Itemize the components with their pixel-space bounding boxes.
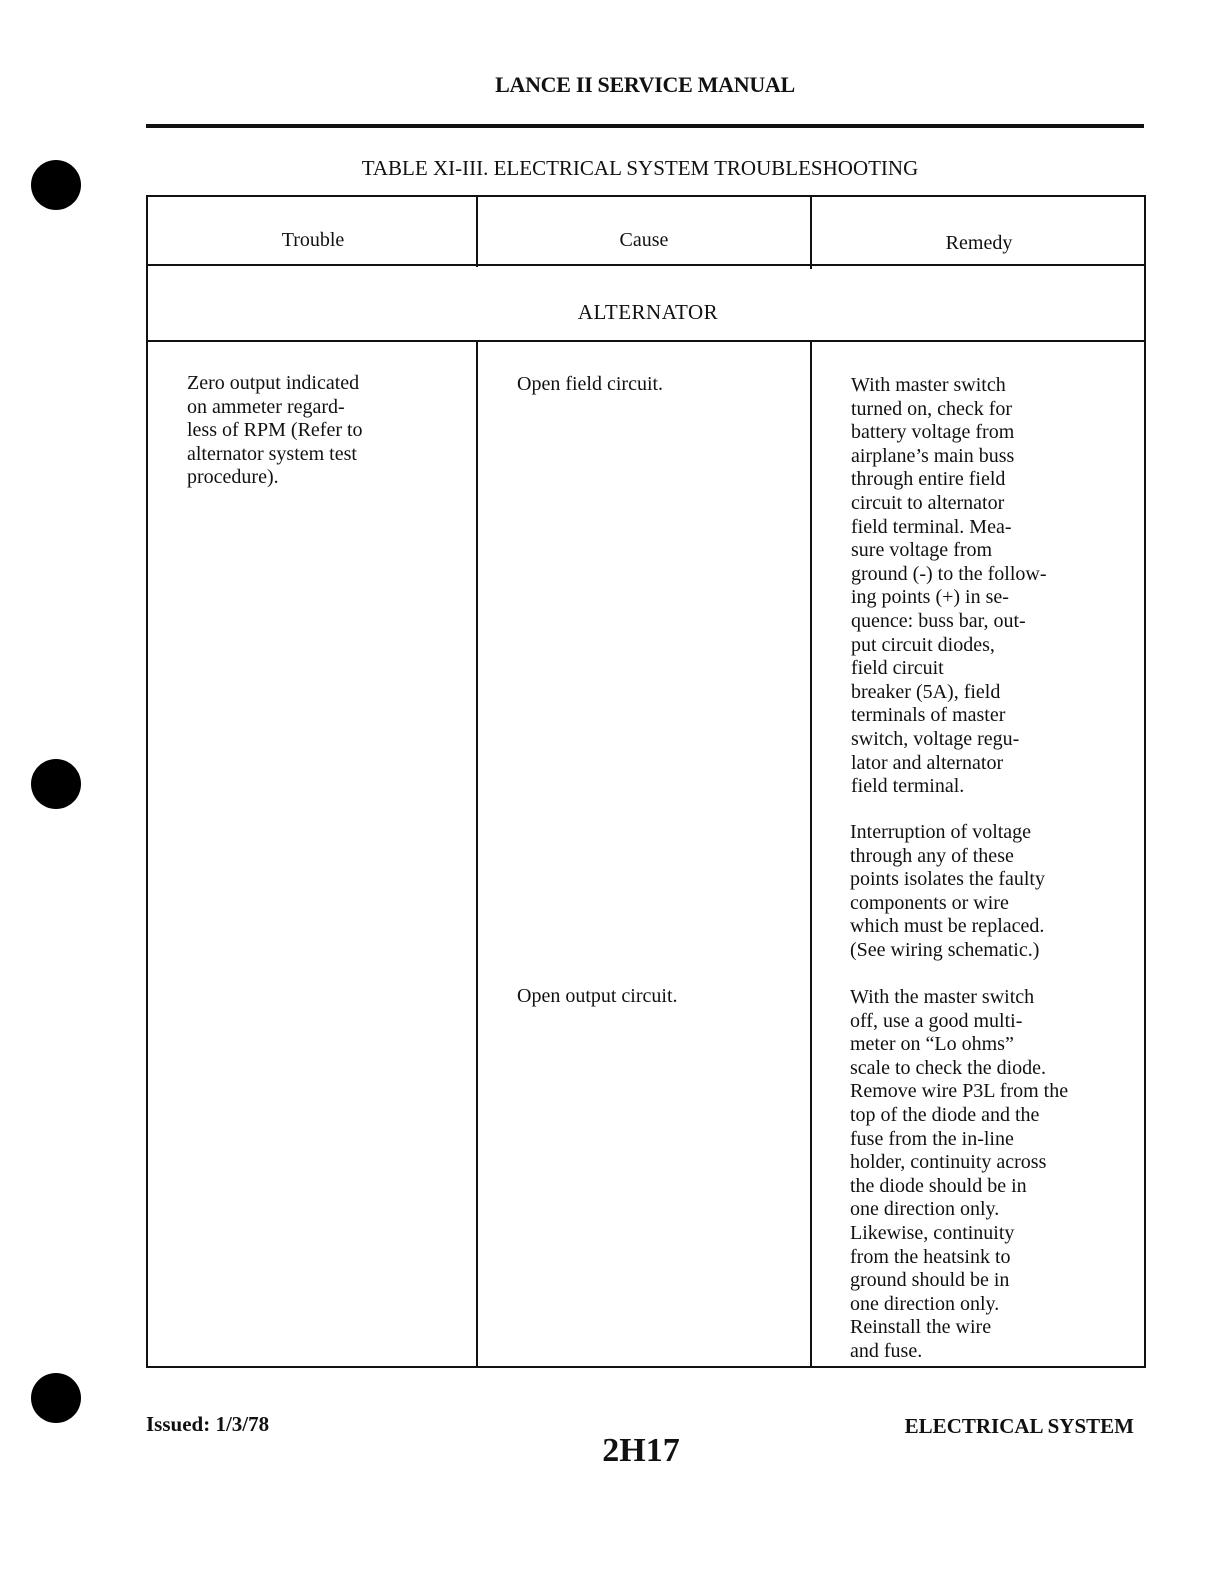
binder-hole-middle — [31, 759, 81, 809]
row-2-remedy: With the master switch off, use a good multi- meter on “Lo ohms” scale to check the diode. Remove wire P3L from the top of the diode and the fuse from the in-line holder, continuity across the diode should be in one direction only. Likewise, continuity from the heatsink to ground should be in one direction only. Reinstall the wire and fuse. — [850, 986, 1069, 1362]
row-1-trouble: Zero output indicated on ammeter regard- less of RPM (Refer to alternator system test procedure). — [187, 372, 363, 489]
column-divider-2-body — [810, 341, 812, 1368]
column-header-cause: Cause — [619, 229, 669, 251]
row-1-cause: Open field circuit. — [517, 373, 664, 395]
row-1-remedy-note: Interruption of voltage through any of these points isolates the faulty components or wire which must be replaced. (See wiring schematic.) — [850, 821, 1045, 961]
row-2-cause: Open output circuit. — [517, 985, 678, 1007]
troubleshooting-table — [146, 195, 1146, 1368]
header-row-rule — [148, 264, 1144, 266]
column-divider-1-body — [476, 341, 478, 1368]
row-1-remedy: With master switch turned on, check for battery voltage from airplane’s main buss through entire field circuit to alternator field terminal. Mea- sure voltage from ground (-) to the follow- ing points (+) in se- quence: buss bar, out- put circuit diodes, field circuit breaker (5A), field terminals of master switch, voltage regu- lator and alternator field terminal. — [851, 374, 1047, 798]
issued-date: Issued: 1/3/78 — [146, 1412, 270, 1436]
manual-title: LANCE II SERVICE MANUAL — [495, 72, 795, 97]
header-rule — [146, 124, 1144, 128]
section-row-rule — [148, 340, 1144, 342]
page-code: 2H17 — [602, 1432, 680, 1469]
table-title: TABLE XI-III. ELECTRICAL SYSTEM TROUBLESHOOTING — [361, 156, 919, 180]
column-header-remedy: Remedy — [945, 232, 1013, 254]
section-name: ELECTRICAL SYSTEM — [904, 1414, 1134, 1438]
column-header-trouble: Trouble — [281, 229, 345, 251]
section-label: ALTERNATOR — [577, 300, 719, 324]
binder-hole-bottom — [31, 1373, 81, 1423]
